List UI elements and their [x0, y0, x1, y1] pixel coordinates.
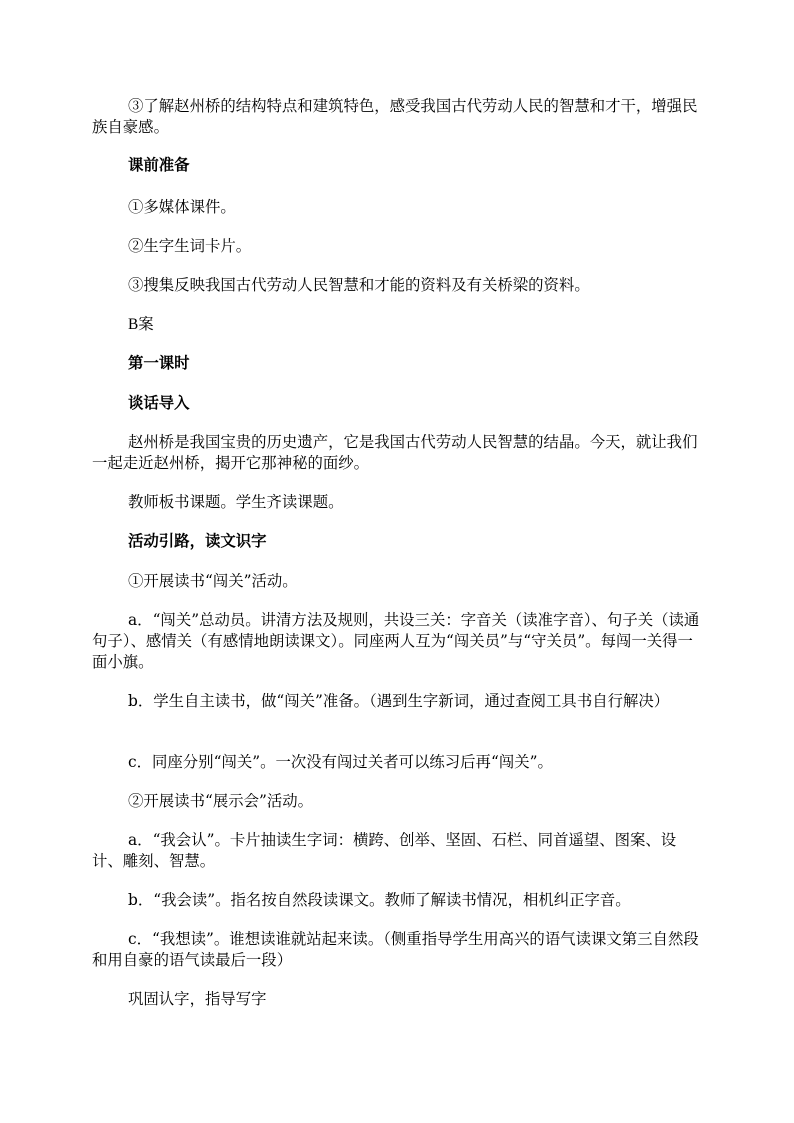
activity-2b-paragraph: b．“我会读”。指名按自然段读课文。教师了解读书情况，相机纠正字音。 [128, 891, 631, 909]
heading-writing: 巩固认字，指导写字 [128, 990, 267, 1008]
activity-1b-paragraph: b．学生自主读书，做“闯关”准备。（遇到生字新词，通过查阅工具书自行解决） [128, 692, 670, 710]
objective-3-paragraph: ③了解赵州桥的结构特点和建筑特色，感受我国古代劳动人民的智慧和才干，增强民族自豪感。 [92, 97, 698, 136]
prep-item-2: ②生字生词卡片。 [128, 237, 252, 255]
board-title-paragraph: 教师板书课题。学生齐读课题。 [128, 493, 344, 511]
plan-b-label: B案 [128, 316, 154, 333]
activity-1c-paragraph: c．同座分别“闯关”。一次没有闯过关者可以练习后再“闯关”。 [128, 753, 553, 771]
activity-2c-paragraph: c．“我想读”。谁想读谁就站起来读。（侧重指导学生用高兴的语气读课文第三自然段和用自豪的语气读最后一段） [92, 930, 699, 969]
activity-2a-paragraph: a．“我会认”。卡片抽读生字词：横跨、创举、坚固、石栏、同首遥望、图案、设计、雕刻、智慧。 [92, 831, 677, 870]
activity-2-paragraph: ②开展读书“展示会”活动。 [128, 792, 314, 810]
prep-item-1: ①多媒体课件。 [128, 198, 236, 216]
activity-1a-paragraph: a．“闯关”总动员。讲清方法及规则，共设三关：字音关（读准字音）、句子关（读通句子）、感情关（有感情地朗读课文）。同座两人互为“闯关员”与“守关员”。每闯一关得一面小旗。 [92, 611, 700, 671]
heading-activity: 活动引路，读文识字 [128, 532, 267, 550]
heading-introduction: 谈话导入 [128, 394, 190, 412]
heading-preparation: 课前准备 [128, 156, 190, 174]
prep-item-3: ③搜集反映我国古代劳动人民智慧和才能的资料及有关桥梁的资料。 [128, 276, 590, 294]
activity-1-paragraph: ①开展读书“闯关”活动。 [128, 572, 298, 590]
introduction-paragraph: 赵州桥是我国宝贵的历史遗产，它是我国古代劳动人民智慧的结晶。今天，就让我们一起走近赵州桥，揭开它那神秘的面纱。 [92, 433, 698, 472]
heading-first-lesson: 第一课时 [128, 354, 190, 372]
